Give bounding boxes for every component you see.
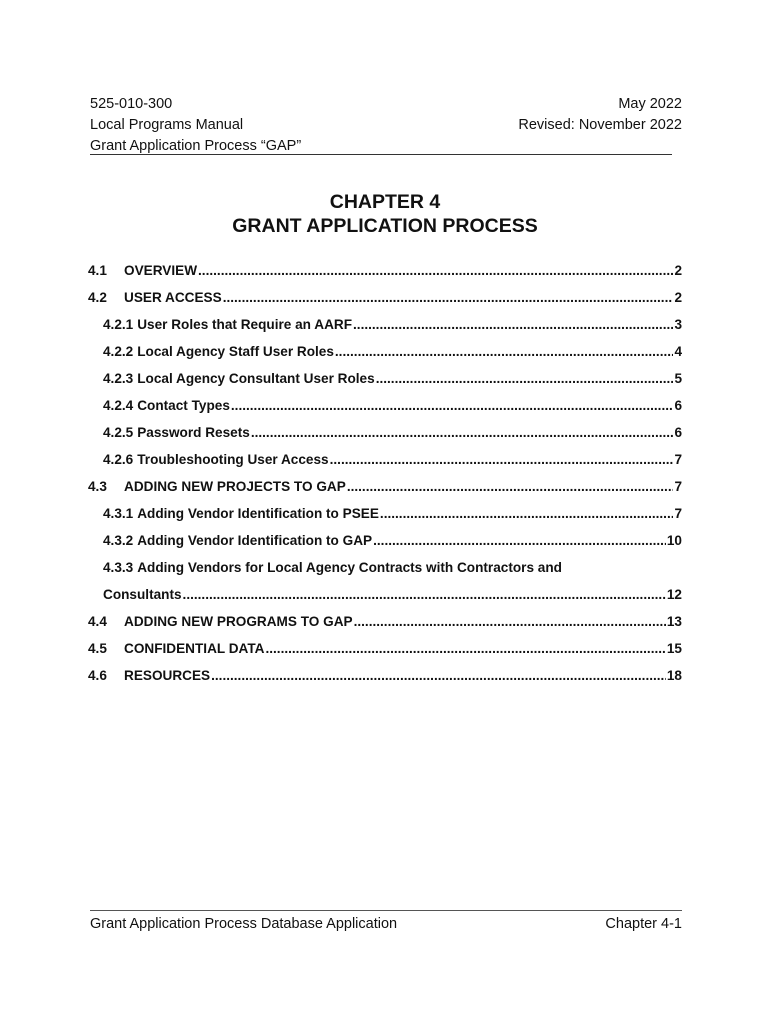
toc-leader	[223, 284, 674, 311]
toc-leader	[376, 365, 674, 392]
toc-entry-4-1[interactable]	[88, 257, 682, 284]
toc-title: ADDING NEW PROJECTS TO GAP	[124, 479, 346, 494]
chapter-number: CHAPTER 4	[329, 191, 441, 213]
toc-number: 4.2.1	[103, 317, 134, 332]
toc-entry-4-3-1[interactable]	[88, 500, 682, 527]
toc-page: 10	[666, 533, 682, 548]
toc-leader	[251, 419, 674, 446]
toc-number: 4.2.2	[103, 344, 134, 359]
toc-page: 5	[674, 371, 682, 386]
toc-entry-4-2-6[interactable]	[88, 446, 682, 473]
toc-number: 4.2.4	[103, 398, 134, 413]
toc-number: 4.2.6	[103, 452, 134, 467]
section-name: Grant Application Process “GAP”	[90, 138, 302, 154]
toc-entry-4-5[interactable]	[88, 635, 682, 662]
toc-title: Password Resets	[137, 425, 250, 440]
header-row-1	[90, 94, 682, 115]
toc-number: 4.4	[88, 614, 107, 629]
toc-entry-4-3-3[interactable]	[88, 554, 682, 581]
toc-entry-4-3-2[interactable]	[88, 527, 682, 554]
toc-number: 4.2.3	[103, 371, 134, 386]
toc-number: 4.2	[88, 290, 107, 305]
toc-title: ADDING NEW PROGRAMS TO GAP	[124, 614, 353, 629]
toc-number: 4.1	[88, 263, 107, 278]
toc-number: 4.6	[88, 668, 107, 683]
toc-page: 7	[674, 452, 682, 467]
toc-number: 4.3.3	[103, 560, 134, 575]
toc-number: 4.5	[88, 641, 107, 656]
toc-entry-4-2-1[interactable]	[88, 311, 682, 338]
toc-number: 4.3.1	[103, 506, 134, 521]
toc-page: 15	[666, 641, 682, 656]
toc-title: Local Agency Consultant User Roles	[137, 371, 375, 386]
manual-name: Local Programs Manual	[90, 117, 244, 133]
toc-title: Local Agency Staff User Roles	[137, 344, 334, 359]
toc-entry-4-2-2[interactable]	[88, 338, 682, 365]
toc-page: 2	[674, 290, 682, 305]
toc-entry-4-2-4[interactable]	[88, 392, 682, 419]
toc-entry-4-6[interactable]	[88, 662, 682, 689]
footer-page-number: Chapter 4-1	[605, 916, 682, 932]
toc-title: User Roles that Require an AARF	[137, 317, 353, 332]
toc-entry-4-2[interactable]	[88, 284, 682, 311]
toc-leader	[183, 581, 666, 608]
revised-date: Revised: November 2022	[518, 117, 682, 133]
header-row-2	[90, 115, 682, 136]
toc-leader	[353, 311, 673, 338]
toc-entry-4-3[interactable]	[88, 473, 682, 500]
header-rule	[90, 154, 672, 155]
toc-number: 4.3.2	[103, 533, 134, 548]
toc-page: 13	[666, 614, 682, 629]
toc-leader	[330, 446, 674, 473]
toc-page: 4	[674, 344, 682, 359]
toc-title-continued: Consultants	[103, 587, 182, 602]
toc-title: CONFIDENTIAL DATA	[124, 641, 265, 656]
toc-title: Troubleshooting User Access	[137, 452, 329, 467]
footer-title: Grant Application Process Database Application	[90, 916, 398, 932]
toc-entry-4-3-3-continued[interactable]	[88, 581, 682, 608]
toc-title: Adding Vendor Identification to GAP	[137, 533, 373, 548]
toc-page: 12	[666, 587, 682, 602]
toc-leader	[198, 257, 673, 284]
toc-title: RESOURCES	[124, 668, 211, 683]
toc-leader	[354, 608, 666, 635]
toc-number: 4.3	[88, 479, 107, 494]
toc-title: OVERVIEW	[124, 263, 198, 278]
toc-title: Contact Types	[137, 398, 230, 413]
toc-leader	[347, 473, 674, 500]
chapter-title: GRANT APPLICATION PROCESS	[232, 215, 538, 237]
toc-entry-4-2-3[interactable]	[88, 365, 682, 392]
toc-leader	[211, 662, 666, 689]
doc-date: May 2022	[618, 96, 682, 112]
doc-number: 525-010-300	[90, 96, 173, 112]
toc-number: 4.2.5	[103, 425, 134, 440]
toc-leader	[335, 338, 674, 365]
toc-page: 18	[666, 668, 682, 683]
toc-title: USER ACCESS	[124, 290, 222, 305]
toc-page: 6	[674, 398, 682, 413]
toc-title: Adding Vendors for Local Agency Contracts with Contractors and	[137, 560, 562, 575]
toc-leader	[373, 527, 666, 554]
table-of-contents	[88, 257, 682, 689]
toc-leader	[265, 635, 665, 662]
toc-page: 7	[674, 506, 682, 521]
toc-title: Adding Vendor Identification to PSEE	[137, 506, 379, 521]
toc-page: 3	[674, 317, 682, 332]
page-footer	[90, 910, 682, 934]
page-header	[90, 94, 682, 157]
toc-leader	[231, 392, 674, 419]
toc-entry-4-2-5[interactable]	[88, 419, 682, 446]
toc-leader	[380, 500, 674, 527]
toc-page: 6	[674, 425, 682, 440]
toc-entry-4-4[interactable]	[88, 608, 682, 635]
toc-page: 2	[674, 263, 682, 278]
toc-page: 7	[674, 479, 682, 494]
